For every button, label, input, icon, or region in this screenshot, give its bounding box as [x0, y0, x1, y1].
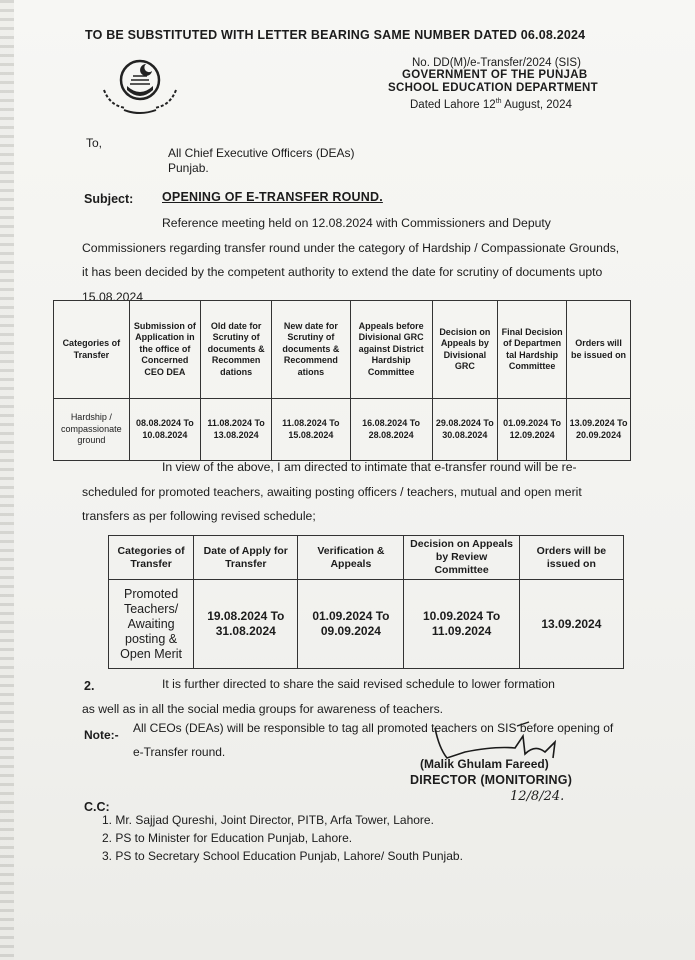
table-cell: 13.09.2024 To 20.09.2024 [567, 399, 631, 461]
list-item: 1. Mr. Sajjad Qureshi, Joint Director, PITB, Arfa Tower, Lahore. [102, 813, 434, 827]
department-name: SCHOOL EDUCATION DEPARTMENT [388, 82, 598, 94]
table-cell: 16.08.2024 To 28.08.2024 [350, 399, 432, 461]
table-cell: 29.08.2024 To 30.08.2024 [432, 399, 497, 461]
table-header-cell: Verification & Appeals [298, 536, 404, 580]
table-cell: 08.08.2024 To 10.08.2024 [129, 399, 200, 461]
table-cell: 11.08.2024 To 15.08.2024 [272, 399, 351, 461]
table-cell: 13.09.2024 [519, 580, 623, 669]
table-header-cell: Appeals before Divisional GRC against District Hardship Committee [350, 301, 432, 399]
note-text: All CEOs (DEAs) will be responsible to tag all promoted teachers on SIS before opening of e-Transfer round. [133, 721, 614, 759]
government-name: GOVERNMENT OF THE PUNJAB [402, 69, 588, 81]
table-header-cell: Categories of Transfer [109, 536, 194, 580]
letter-date: Dated Lahore 12th August, 2024 [410, 98, 572, 111]
signatory-title: DIRECTOR (MONITORING) [410, 773, 573, 787]
letter-number: No. DD(M)/e-Transfer/2024 (SIS) [412, 57, 581, 69]
note-label: Note:- [84, 728, 119, 742]
table-cell: Hardship / compassionate ground [54, 399, 130, 461]
substitution-notice: TO BE SUBSTITUTED WITH LETTER BEARING SAME NUMBER DATED 06.08.2024 [85, 28, 586, 42]
table-header-row [54, 301, 631, 399]
table-cell: 01.09.2024 To 09.09.2024 [298, 580, 404, 669]
list-item: 2. PS to Minister for Education Punjab, Lahore. [102, 831, 353, 845]
table-cell: Promoted Teachers/ Awaiting posting & Open Merit [109, 580, 194, 669]
table-header-cell: New date for Scrutiny of documents & Recommend ations [272, 301, 351, 399]
table-header-cell: Decision on Appeals by Review Committee [404, 536, 519, 580]
cc-list [102, 811, 463, 865]
table-header-cell: Categories of Transfer [54, 301, 130, 399]
subject-text: OPENING OF E-TRANSFER ROUND. [162, 190, 383, 204]
paragraph-number: 2. [84, 679, 95, 693]
table-header-cell: Orders will be issued on [567, 301, 631, 399]
punjab-government-emblem-icon [100, 56, 180, 118]
paragraph-share-line1: It is further directed to share the said revised schedule to lower formation [162, 677, 555, 691]
cc-label: C.C: [84, 800, 110, 814]
paragraph-share-line2: as well as in all the social media groups for awareness of teachers. [82, 702, 444, 716]
table-header-cell: Old date for Scrutiny of documents & Recommen dations [201, 301, 272, 399]
handwritten-date: 12/8/24. [510, 789, 565, 804]
hardship-schedule-table [53, 300, 631, 461]
paragraph-revised-schedule: In view of the above, I am directed to intimate that e-transfer round will be re-scheduled for promoted teachers, awaiting posting officers / teachers, mutual and open merit transfers as per following revised schedule; [82, 460, 582, 523]
table-header-cell: Decision on Appeals by Divisional GRC [432, 301, 497, 399]
table-cell: 11.08.2024 To 13.08.2024 [201, 399, 272, 461]
to-label: To, [86, 136, 103, 150]
addressee: All Chief Executive Officers (DEAs) Punjab. [168, 146, 355, 175]
table-row [54, 399, 631, 461]
signatory-name: (Malik Ghulam Fareed) [420, 757, 549, 771]
revised-schedule-table [108, 535, 624, 669]
subject-label: Subject: [84, 192, 134, 206]
table-header-cell: Final Decision of Departmen tal Hardship Committee [498, 301, 567, 399]
table-header-row [109, 536, 624, 580]
paragraph-reference: Reference meeting held on 12.08.2024 with Commissioners and Deputy Commissioners regarding transfer round under the category of Hardship / Compassionate Grounds, it has been decided by the competent authority to extend the date for scrutiny of documents upto 15.08.2024 [82, 216, 620, 304]
table-header-cell: Orders will be issued on [519, 536, 623, 580]
table-row [109, 580, 624, 669]
list-item: 3. PS to Secretary School Education Punjab, Lahore/ South Punjab. [102, 849, 463, 863]
table-cell: 19.08.2024 To 31.08.2024 [194, 580, 298, 669]
table-cell: 01.09.2024 To 12.09.2024 [498, 399, 567, 461]
table-cell: 10.09.2024 To 11.09.2024 [404, 580, 519, 669]
table-header-cell: Submission of Application in the office of Concerned CEO DEA [129, 301, 200, 399]
binder-edge [0, 0, 14, 960]
table-header-cell: Date of Apply for Transfer [194, 536, 298, 580]
